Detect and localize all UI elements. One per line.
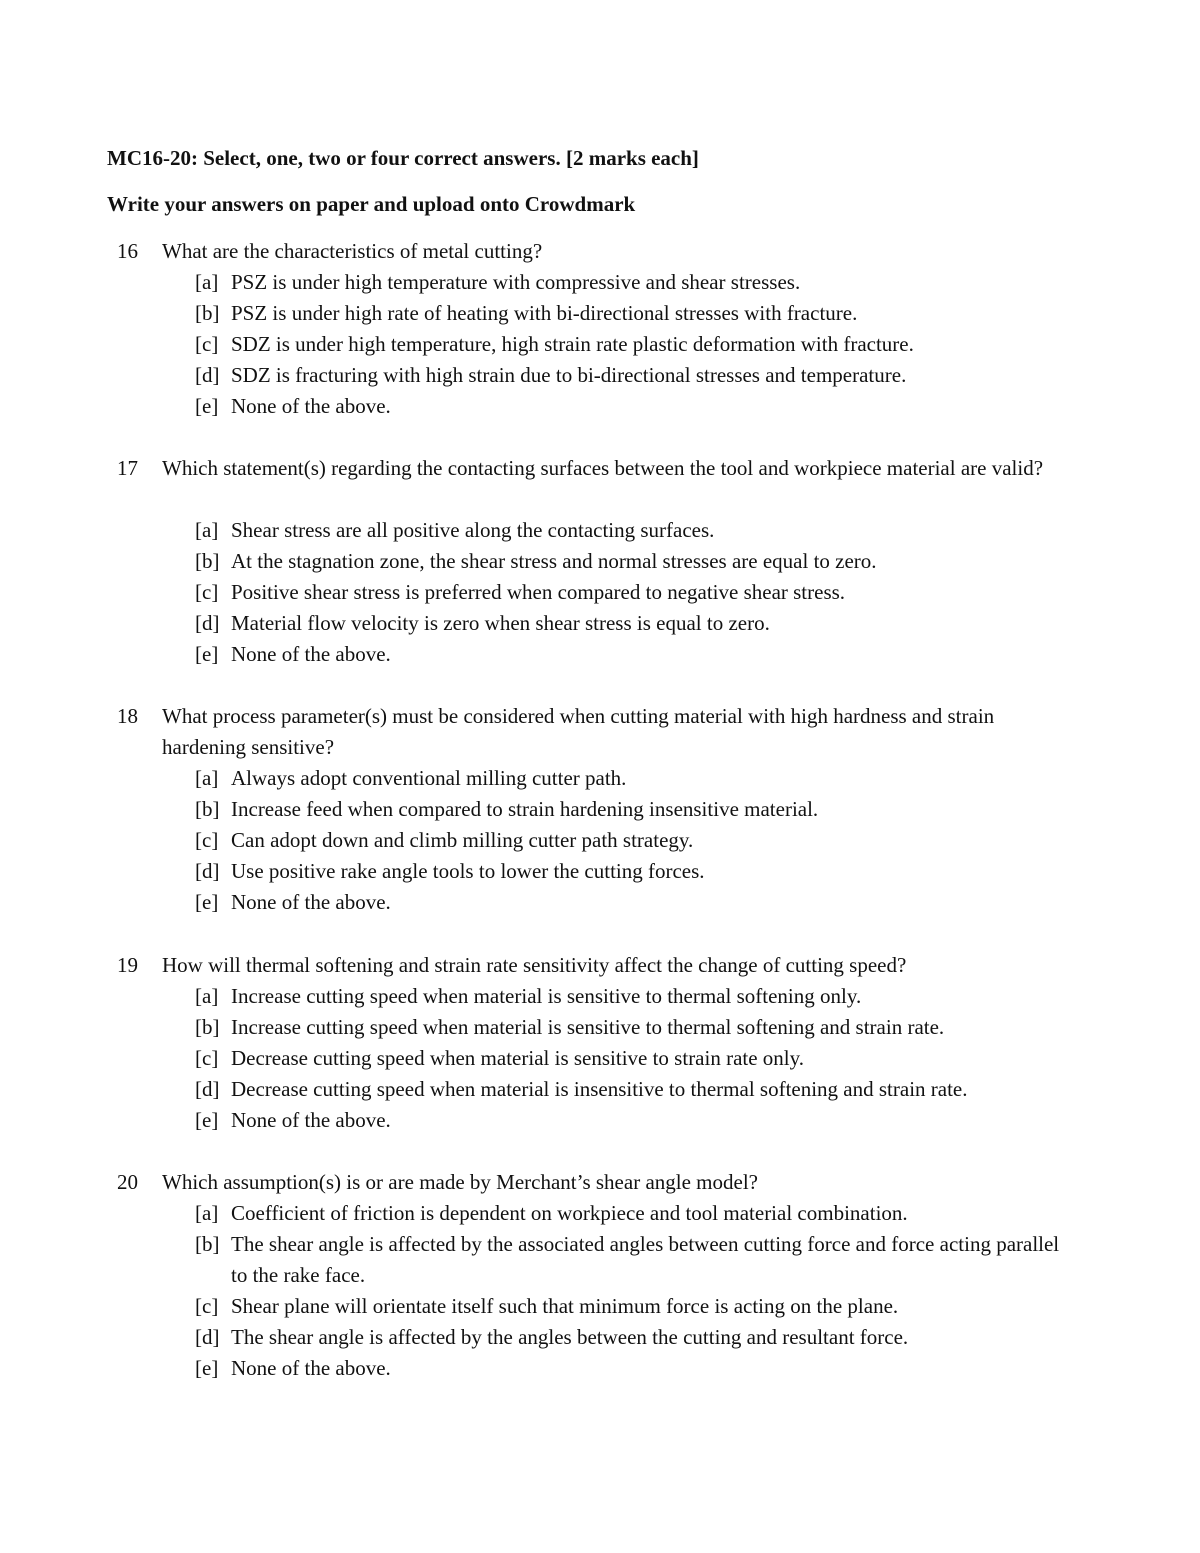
question-number: 19 (117, 953, 138, 977)
option-letter: [a] (195, 518, 219, 542)
option-a (0, 981, 1200, 1012)
option-a (0, 267, 1200, 298)
option-text: PSZ is under high rate of heating with bi-directional stresses with fracture. (231, 301, 858, 325)
option-text: The shear angle is affected by the angles between the cutting and resultant force. (231, 1325, 909, 1349)
option-c (0, 825, 1200, 856)
option-text: Increase feed when compared to strain hardening insensitive material. (231, 797, 819, 821)
option-text: Decrease cutting speed when material is insensitive to thermal softening and strain rate. (231, 1077, 968, 1101)
option-b (0, 1229, 1200, 1291)
option-letter: [e] (195, 394, 219, 418)
option-list (0, 1198, 1200, 1384)
option-letter: [c] (195, 828, 219, 852)
option-e (0, 391, 1200, 422)
option-a (0, 763, 1200, 794)
option-text: Material flow velocity is zero when shear stress is equal to zero. (231, 611, 770, 635)
option-text: SDZ is under high temperature, high strain rate plastic deformation with fracture. (231, 332, 914, 356)
option-letter: [c] (195, 580, 219, 604)
question-number: 17 (117, 456, 138, 480)
option-letter: [e] (195, 642, 219, 666)
option-letter: [d] (195, 859, 220, 883)
option-d (0, 360, 1200, 391)
option-text: Increase cutting speed when material is sensitive to thermal softening and strain rate. (231, 1015, 945, 1039)
option-text: Can adopt down and climb milling cutter path strategy. (231, 828, 694, 852)
option-b (0, 298, 1200, 329)
option-text: The shear angle is affected by the associated angles between cutting force and force acting parallel to the rake face. (231, 1232, 1060, 1287)
option-b (0, 1012, 1200, 1043)
option-text: None of the above. (231, 642, 391, 666)
option-a (0, 1198, 1200, 1229)
option-text: None of the above. (231, 1356, 391, 1380)
option-text: Shear stress are all positive along the contacting surfaces. (231, 518, 715, 542)
option-text: Use positive rake angle tools to lower the cutting forces. (231, 859, 705, 883)
question-stem: What are the characteristics of metal cutting? (162, 239, 543, 263)
section-instruction: MC16-20: Select, one, two or four correct answers. [2 marks each] (107, 146, 699, 170)
option-text: Shear plane will orientate itself such that minimum force is acting on the plane. (231, 1294, 899, 1318)
option-letter: [a] (195, 270, 219, 294)
option-letter: [e] (195, 890, 219, 914)
option-b (0, 546, 1200, 577)
option-d (0, 856, 1200, 887)
option-c (0, 1291, 1200, 1322)
submission-note: Write your answers on paper and upload onto Crowdmark (107, 192, 636, 216)
option-text: Coefficient of friction is dependent on workpiece and tool material combination. (231, 1201, 908, 1225)
option-c (0, 1043, 1200, 1074)
option-letter: [e] (195, 1108, 219, 1132)
option-c (0, 577, 1200, 608)
option-letter: [a] (195, 766, 219, 790)
option-letter: [b] (195, 797, 220, 821)
option-list (0, 515, 1200, 670)
option-letter: [c] (195, 332, 219, 356)
option-text: Decrease cutting speed when material is sensitive to strain rate only. (231, 1046, 805, 1070)
question-stem: Which assumption(s) is or are made by Merchant’s shear angle model? (162, 1170, 758, 1194)
question-number: 20 (117, 1170, 138, 1194)
option-list (0, 763, 1200, 918)
option-text: PSZ is under high temperature with compressive and shear stresses. (231, 270, 801, 294)
option-d (0, 1074, 1200, 1105)
option-b (0, 794, 1200, 825)
question-stem: What process parameter(s) must be considered when cutting material with high hardness and strain hardening sensitive? (162, 704, 995, 759)
option-text: SDZ is fracturing with high strain due to bi-directional stresses and temperature. (231, 363, 907, 387)
option-e (0, 639, 1200, 670)
option-letter: [b] (195, 549, 220, 573)
option-text: None of the above. (231, 1108, 391, 1132)
option-letter: [e] (195, 1356, 219, 1380)
option-text: Always adopt conventional milling cutter path. (231, 766, 627, 790)
question-number: 18 (117, 704, 138, 728)
option-e (0, 887, 1200, 918)
option-text: None of the above. (231, 394, 391, 418)
option-letter: [a] (195, 984, 219, 1008)
option-list (0, 981, 1200, 1136)
option-letter: [b] (195, 1015, 220, 1039)
option-d (0, 1322, 1200, 1353)
option-letter: [d] (195, 363, 220, 387)
option-c (0, 329, 1200, 360)
option-d (0, 608, 1200, 639)
option-text: None of the above. (231, 890, 391, 914)
option-letter: [c] (195, 1046, 219, 1070)
option-letter: [b] (195, 1232, 220, 1256)
option-a (0, 515, 1200, 546)
question-stem: Which statement(s) regarding the contacting surfaces between the tool and workpiece material are valid? (162, 456, 1044, 480)
question-number: 16 (117, 239, 138, 263)
option-e (0, 1105, 1200, 1136)
option-text: At the stagnation zone, the shear stress and normal stresses are equal to zero. (231, 549, 877, 573)
question-stem: How will thermal softening and strain rate sensitivity affect the change of cutting speed? (162, 953, 907, 977)
option-e (0, 1353, 1200, 1384)
option-letter: [d] (195, 611, 220, 635)
option-list (0, 267, 1200, 422)
option-letter: [d] (195, 1325, 220, 1349)
option-letter: [c] (195, 1294, 219, 1318)
option-letter: [a] (195, 1201, 219, 1225)
option-letter: [b] (195, 301, 220, 325)
option-letter: [d] (195, 1077, 220, 1101)
option-text: Positive shear stress is preferred when compared to negative shear stress. (231, 580, 846, 604)
option-text: Increase cutting speed when material is sensitive to thermal softening only. (231, 984, 862, 1008)
